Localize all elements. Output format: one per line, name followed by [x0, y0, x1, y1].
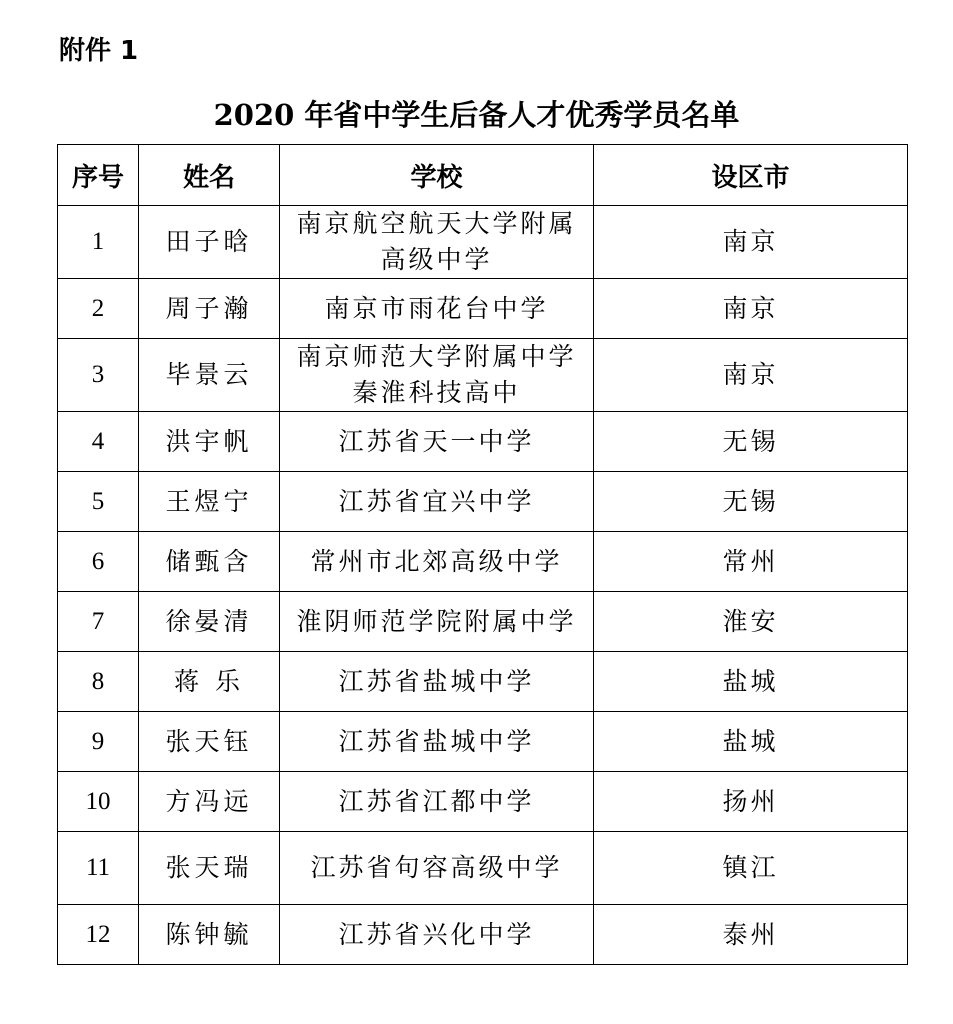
- cell-name: 洪宇帆: [139, 412, 280, 472]
- table-row: [58, 652, 908, 712]
- cell-name: 徐晏清: [139, 592, 280, 652]
- table-body: [58, 206, 908, 965]
- cell-city: 扬州: [594, 772, 908, 832]
- school-line: 江苏省句容高级中学: [310, 853, 563, 882]
- cell-no: 5: [58, 472, 139, 532]
- school-line: 淮阴师范学院附属中学: [296, 606, 577, 636]
- header-no: 序号: [58, 145, 139, 206]
- school-line: 江苏省江都中学: [338, 786, 535, 816]
- cell-city: 南京: [594, 206, 908, 279]
- table-row: [58, 206, 908, 279]
- cell-no: 2: [58, 279, 139, 339]
- cell-no: 11: [58, 832, 139, 905]
- cell-school: [280, 279, 594, 339]
- cell-no: 6: [58, 532, 139, 592]
- table-row: [58, 279, 908, 339]
- school-line: 南京师范大学附属中学: [296, 342, 577, 371]
- cell-name: 储甄含: [139, 532, 280, 592]
- school-line: 江苏省盐城中学: [338, 726, 535, 756]
- cell-city: 盐城: [594, 712, 908, 772]
- cell-school: [280, 592, 594, 652]
- table-row: [58, 412, 908, 472]
- cell-no: 4: [58, 412, 139, 472]
- header-name: 姓名: [139, 145, 280, 206]
- cell-name: 王煜宁: [139, 472, 280, 532]
- school-line: 高级中学: [380, 245, 493, 274]
- cell-name: 周子瀚: [139, 279, 280, 339]
- cell-name: 方冯远: [139, 772, 280, 832]
- table-row: [58, 592, 908, 652]
- table-row: [58, 712, 908, 772]
- cell-school: [280, 652, 594, 712]
- table-row: [58, 905, 908, 965]
- cell-city: 泰州: [594, 905, 908, 965]
- school-line: 江苏省天一中学: [338, 426, 535, 456]
- cell-school: [280, 412, 594, 472]
- cell-city: 镇江: [594, 832, 908, 905]
- cell-name: 蒋 乐: [139, 652, 280, 712]
- school-line: 江苏省盐城中学: [338, 666, 535, 696]
- cell-name: 张天瑞: [139, 832, 280, 905]
- school-line: 秦淮科技高中: [352, 378, 521, 407]
- cell-no: 12: [58, 905, 139, 965]
- cell-city: 常州: [594, 532, 908, 592]
- cell-school: [280, 832, 594, 905]
- student-roster-table: [57, 144, 908, 965]
- cell-name: 毕景云: [139, 339, 280, 412]
- table-row: [58, 832, 908, 905]
- table-row: [58, 472, 908, 532]
- cell-school: [280, 339, 594, 412]
- header-city: 设区市: [594, 145, 908, 206]
- cell-no: 9: [58, 712, 139, 772]
- cell-city: 南京: [594, 339, 908, 412]
- school-line: 南京市雨花台中学: [324, 293, 549, 323]
- cell-school: [280, 532, 594, 592]
- table-row: [58, 772, 908, 832]
- table-row: [58, 339, 908, 412]
- cell-city: 淮安: [594, 592, 908, 652]
- cell-school: [280, 905, 594, 965]
- cell-school: [280, 772, 594, 832]
- cell-name: 张天钰: [139, 712, 280, 772]
- table-row: [58, 532, 908, 592]
- table-header-row: [58, 145, 908, 206]
- cell-school: [280, 472, 594, 532]
- school-line: 江苏省宜兴中学: [338, 486, 535, 516]
- document-title: 2020 年省中学生后备人才优秀学员名单: [213, 98, 740, 132]
- cell-no: 1: [58, 206, 139, 279]
- school-line: 江苏省兴化中学: [338, 919, 535, 949]
- cell-school: [280, 712, 594, 772]
- school-line: 常州市北郊高级中学: [310, 546, 563, 576]
- cell-no: 10: [58, 772, 139, 832]
- cell-city: 无锡: [594, 472, 908, 532]
- school-line: 南京航空航天大学附属: [296, 209, 577, 238]
- cell-school: [280, 206, 594, 279]
- cell-name: 田子晗: [139, 206, 280, 279]
- header-school: 学校: [280, 145, 594, 206]
- attachment-label: 附件 1: [59, 36, 139, 66]
- cell-no: 7: [58, 592, 139, 652]
- cell-city: 南京: [594, 279, 908, 339]
- cell-city: 无锡: [594, 412, 908, 472]
- cell-no: 8: [58, 652, 139, 712]
- cell-name: 陈钟毓: [139, 905, 280, 965]
- cell-no: 3: [58, 339, 139, 412]
- cell-city: 盐城: [594, 652, 908, 712]
